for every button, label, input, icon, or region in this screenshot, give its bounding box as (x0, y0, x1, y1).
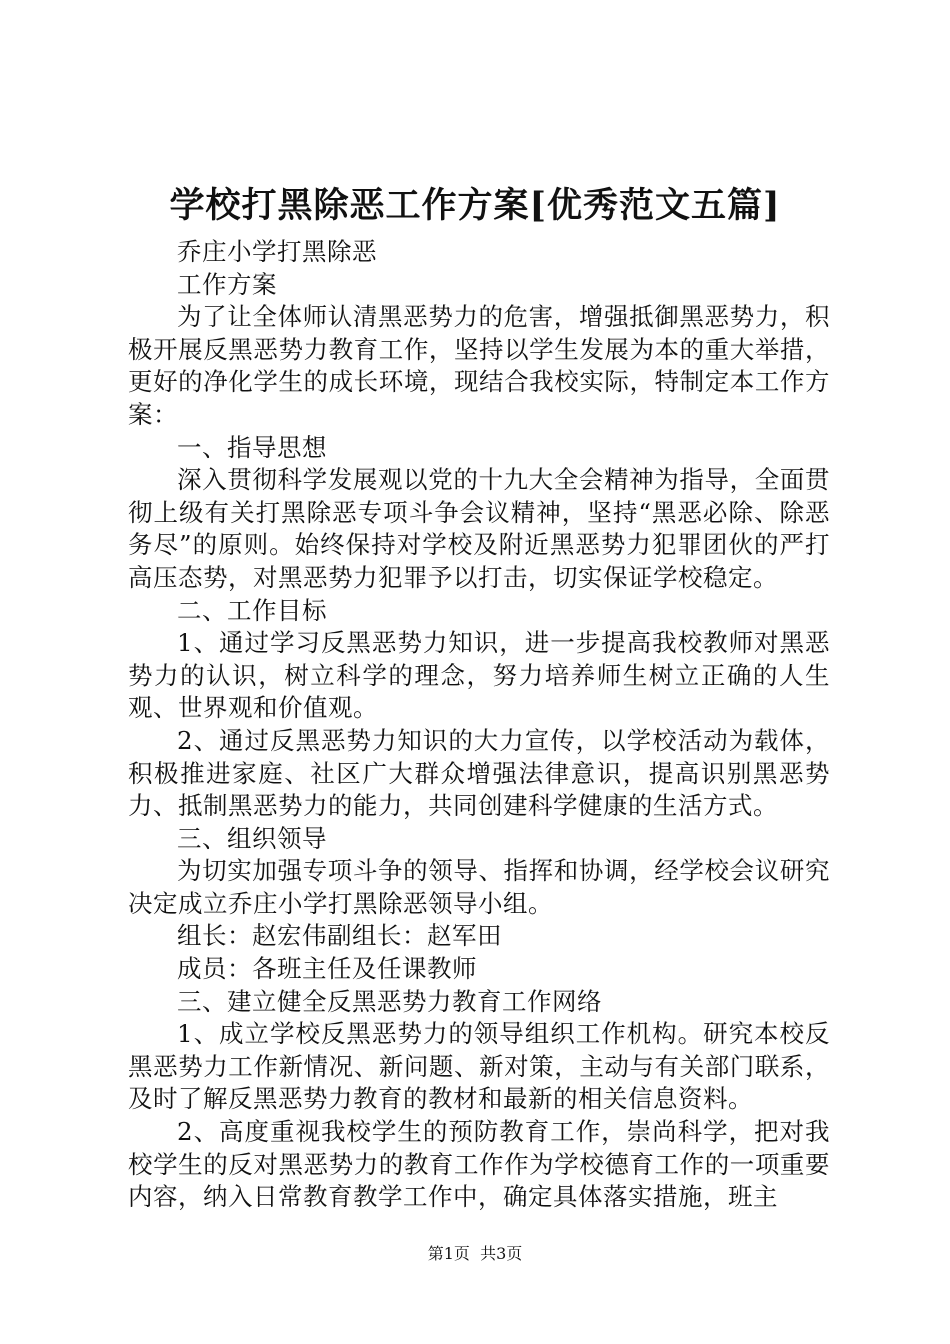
paragraph-group-leader: 组长：赵宏伟副组长：赵军田 (177, 921, 502, 951)
section-heading-network: 三、建立健全反黑恶势力教育工作网络 (177, 986, 602, 1016)
paragraph-subtitle: 工作方案 (177, 269, 277, 299)
page-footer: 第1页 共3页 (427, 1244, 523, 1263)
section-heading-guiding-ideology: 一、指导思想 (177, 432, 327, 462)
paragraph-network-2: 2、高度重视我校学生的预防教育工作，崇尚科学，把对我校学生的反对黑恶势力的教育工作作为学校德育工作的一项重要内容，纳入日常教育教学工作中，确定具体落实措施，班主 (128, 1117, 830, 1212)
paragraph-school-name: 乔庄小学打黑除恶 (177, 237, 377, 266)
section-heading-work-goals: 二、工作目标 (177, 595, 327, 625)
paragraph-members: 成员：各班主任及任课教师 (177, 954, 477, 984)
paragraph-network-1: 1、成立学校反黑恶势力的领导组织工作机构。研究本校反黑恶势力工作新情况、新问题、新对策，主动与有关部门联系，及时了解反黑恶势力教育的教材和最新的相关信息资料。 (128, 1019, 830, 1114)
paragraph-guiding-ideology: 深入贯彻科学发展观以党的十九大全会精神为指导，全面贯彻上级有关打黑除恶专项斗争会议精神，坚持“黑恶必除、除恶务尽”的原则。始终保持对学校及附近黑恶势力犯罪团伙的严打高压态势，对黑恶势力犯罪予以打击，切实保证学校稳定。 (128, 465, 830, 592)
paragraph-goal-2: 2、通过反黑恶势力知识的大力宣传，以学校活动为载体，积极推进家庭、社区广大群众增强法律意识，提高识别黑恶势力、抵制黑恶势力的能力，共同创建科学健康的生活方式。 (128, 725, 830, 821)
document-body (128, 236, 830, 1214)
section-heading-leadership: 三、组织领导 (177, 823, 327, 853)
paragraph-leadership: 为切实加强专项斗争的领导、指挥和协调，经学校会议研究决定成立乔庄小学打黑除恶领导小组。 (128, 856, 830, 918)
paragraph-goal-1: 1、通过学习反黑恶势力知识，进一步提高我校教师对黑恶势力的认识，树立科学的理念，努力培养师生树立正确的人生观、世界观和价值观。 (128, 628, 830, 723)
document-title: 学校打黑除恶工作方案[优秀范文五篇] (169, 185, 781, 226)
paragraph-intro: 为了让全体师认清黑恶势力的危害，增强抵御黑恶势力，积极开展反黑恶势力教育工作，坚持以学生发展为本的重大举措，更好的净化学生的成长环境，现结合我校实际，特制定本工作方案： (128, 302, 830, 429)
